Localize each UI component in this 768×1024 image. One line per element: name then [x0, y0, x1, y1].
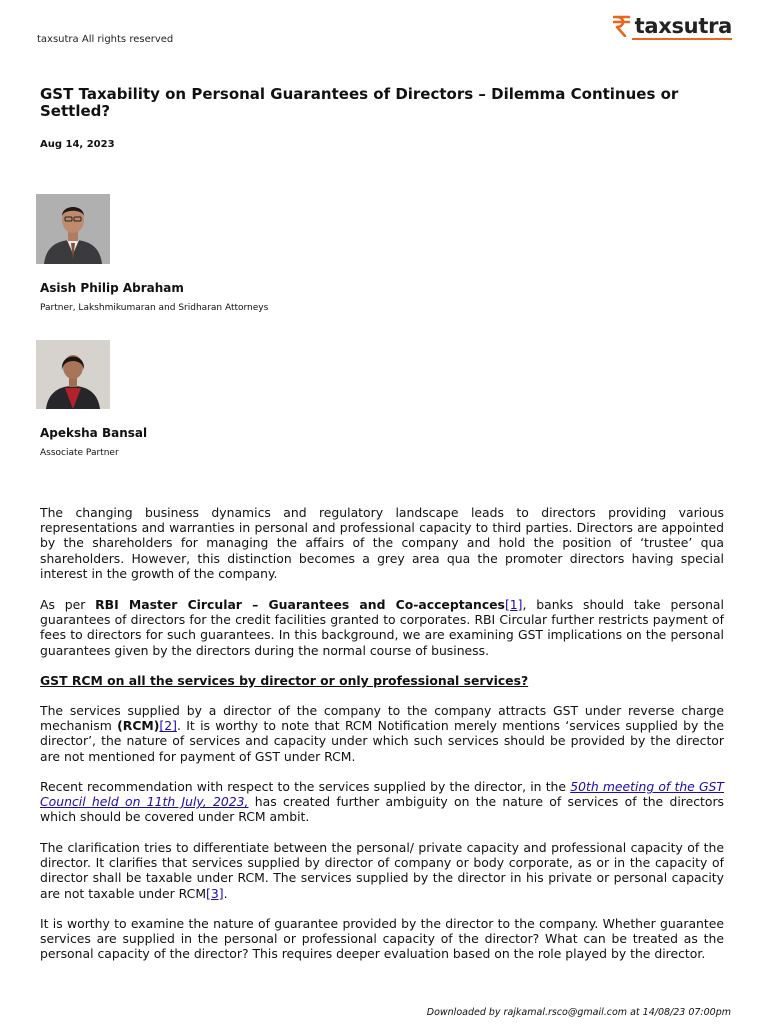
author-role-2: Associate Partner: [40, 448, 119, 458]
author-photo-1: [36, 194, 110, 264]
author-name-1: Asish Philip Abraham: [40, 281, 184, 295]
paragraph-council: [40, 779, 724, 825]
text: Recent recommendation with respect to the services supplied by the director, in the: [40, 779, 571, 794]
author-photo-2: [36, 340, 110, 409]
gst-council-link[interactable]: 50th meeting of the GST Council held on 11th July, 2023,: [40, 779, 724, 810]
logo-underline: [632, 38, 732, 40]
paragraph-text: It is worthy to examine the nature of guarantee provided by the director to the company. Whether guarantee services are supplied in the personal or professional capacity of the director? What can be treated as the personal capacity of the director? This requires deeper evaluation based on the role played by the director.: [40, 916, 724, 962]
article-title: GST Taxability on Personal Guarantees of Directors – Dilemma Continues or Settled?: [40, 85, 679, 120]
rights-notice: taxsutra All rights reserved: [37, 34, 174, 45]
logo-text: taxsutra: [634, 14, 732, 38]
text: has created further ambiguity on the nature of services of the directors which should be covered under RCM ambit.: [40, 794, 725, 825]
text: . It is worthy to note that RCM Notification merely mentions ‘services supplied by the director’, the nature of services and capacity under which such services should be provided by the director are not mentioned for payment of GST under RCM.: [40, 718, 724, 764]
author-name-2: Apeksha Bansal: [40, 426, 148, 440]
author-role-1: Partner, Lakshmikumaran and Sridharan Attorneys: [40, 303, 269, 313]
footnote-link-3[interactable]: [3]: [206, 885, 224, 901]
text: The services supplied by a director of the company to the company attracts GST under reverse charge mechanism: [40, 703, 724, 734]
text: , banks should take personal guarantees of directors for the credit facilities granted to corporates. RBI Circular further restricts payment of fees to directors for such guarantees. In this background, we are examining GST implications on the personal guarantees given by the directors during the normal course of business.: [40, 597, 724, 658]
article-date: Aug 14, 2023: [40, 139, 115, 150]
paragraph-clarification: [40, 840, 724, 901]
paragraph-guarantee: [40, 916, 724, 962]
paragraph-rbi: [40, 597, 724, 658]
taxsutra-logo: [613, 14, 732, 38]
section-heading: [40, 673, 724, 688]
circular-name: RBI Master Circular – Guarantees and Co-acceptances: [95, 597, 505, 612]
footnote-link-1[interactable]: [1]: [504, 597, 523, 612]
text: .: [223, 885, 228, 901]
rcm-term: (RCM): [117, 718, 160, 734]
rupee-logo-icon: [613, 15, 631, 37]
download-note: Downloaded by rajkamal.rsco@gmail.com at 14/08/23 07:00pm: [426, 1007, 731, 1018]
paragraph-rcm: [40, 703, 724, 764]
paragraph-intro: [40, 505, 724, 581]
text: As per: [40, 597, 96, 612]
text: The clarification tries to differentiate between the personal/ private capacity and professional capacity of the director. It clarifies that services supplied by director of company or body corporate, as or in the capacity of director shall be taxable under RCM. The services supplied by the director in his private or personal capacity are not taxable under RCM: [40, 840, 724, 901]
footnote-link-2[interactable]: [2]: [159, 718, 177, 734]
paragraph-text: The changing business dynamics and regulatory landscape leads to directors providing various representations and warranties in personal and professional capacity to third parties. Directors are appointed by the shareholders for managing the affairs of the company and hold the position of ‘trustee’ qua shareholders. However, this distinction becomes a grey area qua the promoter directors having special interest in the growth of the company.: [40, 505, 724, 581]
section-heading-text: GST RCM on all the services by director or only professional services?: [40, 673, 529, 688]
